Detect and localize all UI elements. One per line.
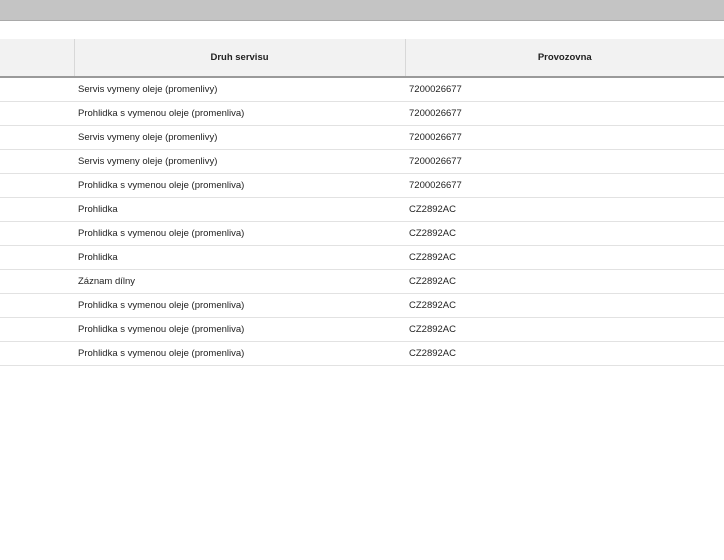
table-row[interactable] [0, 246, 724, 270]
row-cell-provozovna: 7200026677 [405, 77, 724, 102]
row-cell-druh-servisu: Prohlidka s vymenou oleje (promenliva) [74, 102, 405, 126]
row-cell-first [0, 174, 74, 198]
table-row[interactable] [0, 174, 724, 198]
service-table [0, 39, 724, 366]
row-cell-first [0, 150, 74, 174]
row-cell-provozovna: 7200026677 [405, 126, 724, 150]
row-cell-druh-servisu: Prohlidka s vymenou oleje (promenliva) [74, 342, 405, 366]
row-cell-provozovna: 7200026677 [405, 102, 724, 126]
row-cell-druh-servisu: Prohlidka s vymenou oleje (promenliva) [74, 318, 405, 342]
row-cell-first [0, 102, 74, 126]
row-cell-provozovna: 7200026677 [405, 174, 724, 198]
row-cell-first [0, 294, 74, 318]
row-cell-first [0, 246, 74, 270]
row-cell-provozovna: CZ2892AC [405, 318, 724, 342]
table-row[interactable] [0, 198, 724, 222]
top-bar [0, 0, 724, 21]
row-cell-first [0, 222, 74, 246]
row-cell-first [0, 318, 74, 342]
row-cell-first [0, 198, 74, 222]
table-row[interactable] [0, 318, 724, 342]
row-cell-druh-servisu: Záznam dílny [74, 270, 405, 294]
row-cell-first [0, 342, 74, 366]
row-cell-druh-servisu: Servis vymeny oleje (promenlivy) [74, 150, 405, 174]
table-row[interactable] [0, 342, 724, 366]
row-cell-druh-servisu: Servis vymeny oleje (promenlivy) [74, 126, 405, 150]
service-table-container [0, 39, 724, 366]
table-row[interactable] [0, 126, 724, 150]
row-cell-first [0, 126, 74, 150]
table-row[interactable] [0, 102, 724, 126]
column-header-first[interactable] [0, 39, 74, 77]
table-header-row [0, 39, 724, 77]
row-cell-provozovna: CZ2892AC [405, 270, 724, 294]
row-cell-druh-servisu: Prohlidka [74, 246, 405, 270]
row-cell-druh-servisu: Prohlidka [74, 198, 405, 222]
row-cell-provozovna: 7200026677 [405, 150, 724, 174]
row-cell-provozovna: CZ2892AC [405, 342, 724, 366]
table-row[interactable] [0, 150, 724, 174]
row-cell-provozovna: CZ2892AC [405, 294, 724, 318]
table-row[interactable] [0, 77, 724, 102]
row-cell-provozovna: CZ2892AC [405, 198, 724, 222]
row-cell-druh-servisu: Servis vymeny oleje (promenlivy) [74, 77, 405, 102]
row-cell-druh-servisu: Prohlidka s vymenou oleje (promenliva) [74, 294, 405, 318]
table-row[interactable] [0, 270, 724, 294]
row-cell-druh-servisu: Prohlidka s vymenou oleje (promenliva) [74, 174, 405, 198]
column-header-provozovna[interactable]: Provozovna [405, 39, 724, 77]
row-cell-druh-servisu: Prohlidka s vymenou oleje (promenliva) [74, 222, 405, 246]
column-header-druh-servisu[interactable]: Druh servisu [74, 39, 405, 77]
table-row[interactable] [0, 222, 724, 246]
row-cell-provozovna: CZ2892AC [405, 246, 724, 270]
row-cell-provozovna: CZ2892AC [405, 222, 724, 246]
row-cell-first [0, 270, 74, 294]
table-row[interactable] [0, 294, 724, 318]
row-cell-first [0, 77, 74, 102]
